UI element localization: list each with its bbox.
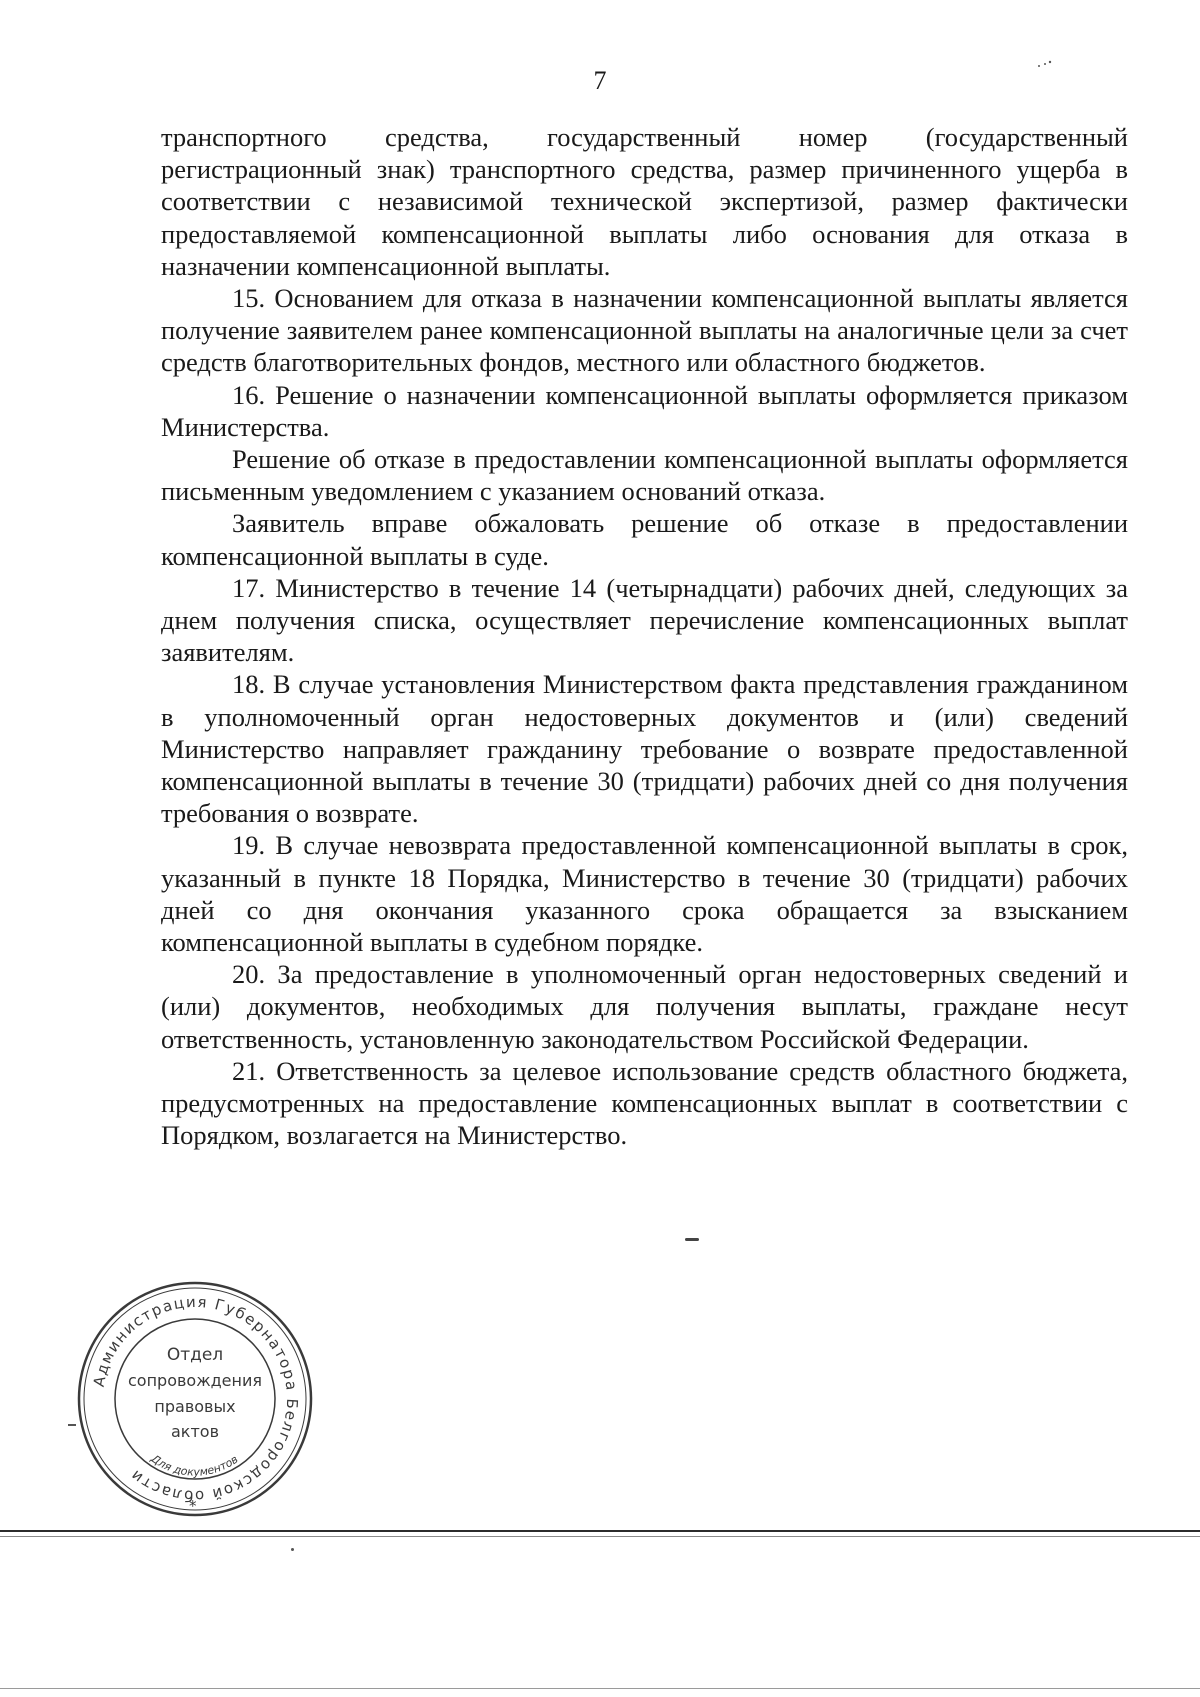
stamp-line-2: сопровождения bbox=[127, 1371, 262, 1390]
stamp-bottom-text: Для документов bbox=[148, 1451, 241, 1479]
scan-dot bbox=[291, 1548, 294, 1551]
paragraph-17: 17. Министерство в течение 14 (четырнадцати) рабочих дней, следующих за днем получения списка, осуществляет перечисление компенсационных выплат заявителям. bbox=[161, 572, 1128, 668]
stamp-line-3: правовых bbox=[154, 1397, 236, 1416]
official-stamp bbox=[76, 1280, 314, 1518]
paragraph-15: 15. Основанием для отказа в назначении компенсационной выплаты является получение заявителем ранее компенсационной выплаты на аналогичные цели за счет средств благотворительных фондов, местного или областного бюджетов. bbox=[161, 283, 1128, 378]
stamp-star: * bbox=[189, 1497, 197, 1515]
scan-edge-line-secondary bbox=[0, 1536, 1200, 1537]
paragraph-21: 21. Ответственность за целевое использование средств областного бюджета, предусмотренных на предоставление компенсационных выплат в соответствии с Порядком, возлагается на Министерство. bbox=[161, 1055, 1128, 1151]
margin-mark bbox=[68, 1424, 76, 1426]
paragraph-continuation: транспортного средства, государственный номер (государственный регистрационный знак) транспортного средства, размер причиненного ущерба в соответствии с независимой технической экспертизой, размер фактически предоставляемой компенсационной выплаты либо основания для отказа в назначении компенсационной выплаты. bbox=[161, 122, 1128, 281]
paragraph-18: 18. В случае установления Министерством факта представления гражданином в уполномоченный орган недостоверных документов и (или) сведений Министерство направляет гражданину требование о возврате предоставленной компенсационной выплаты в течение 30 (тридцати) рабочих дней со дня получения требования о возврате. bbox=[161, 669, 1128, 829]
stamp-line-1: Отдел bbox=[166, 1345, 224, 1365]
paragraph-16: 16. Решение о назначении компенсационной выплаты оформляется приказом Министерства. bbox=[161, 379, 1128, 442]
stamp-line-4: актов bbox=[170, 1422, 219, 1441]
scan-edge-line bbox=[0, 1530, 1200, 1532]
stamp-ring-text: Администрация Губернатора Белгородской области bbox=[89, 1292, 302, 1506]
paragraph-19: 19. В случае невозврата предоставленной компенсационной выплаты в срок, указанный в пункте 18 Порядка, Министерство в течение 30 (тридцати) рабочих дней со дня окончания указанного срока обращается за взысканием компенсационной выплаты в судебном порядке. bbox=[161, 830, 1128, 958]
document-body bbox=[161, 121, 1128, 1152]
paragraph-16-refusal: Решение об отказе в предоставлении компенсационной выплаты оформляется письменным уведомлением с указанием оснований отказа. bbox=[161, 444, 1128, 507]
paragraph-16-appeal: Заявитель вправе обжаловать решение об отказе в предоставлении компенсационной выплаты в суде. bbox=[161, 508, 1128, 571]
scan-bottom-edge bbox=[0, 1688, 1200, 1689]
page-number: 7 bbox=[593, 66, 607, 95]
pen-mark bbox=[685, 1238, 699, 1241]
scan-speck bbox=[1036, 60, 1052, 68]
paragraph-20: 20. За предоставление в уполномоченный орган недостоверных сведений и (или) документов, необходимых для получения выплаты, граждане несут ответственность, установленную законодательством Российской Федерации. bbox=[161, 959, 1128, 1054]
